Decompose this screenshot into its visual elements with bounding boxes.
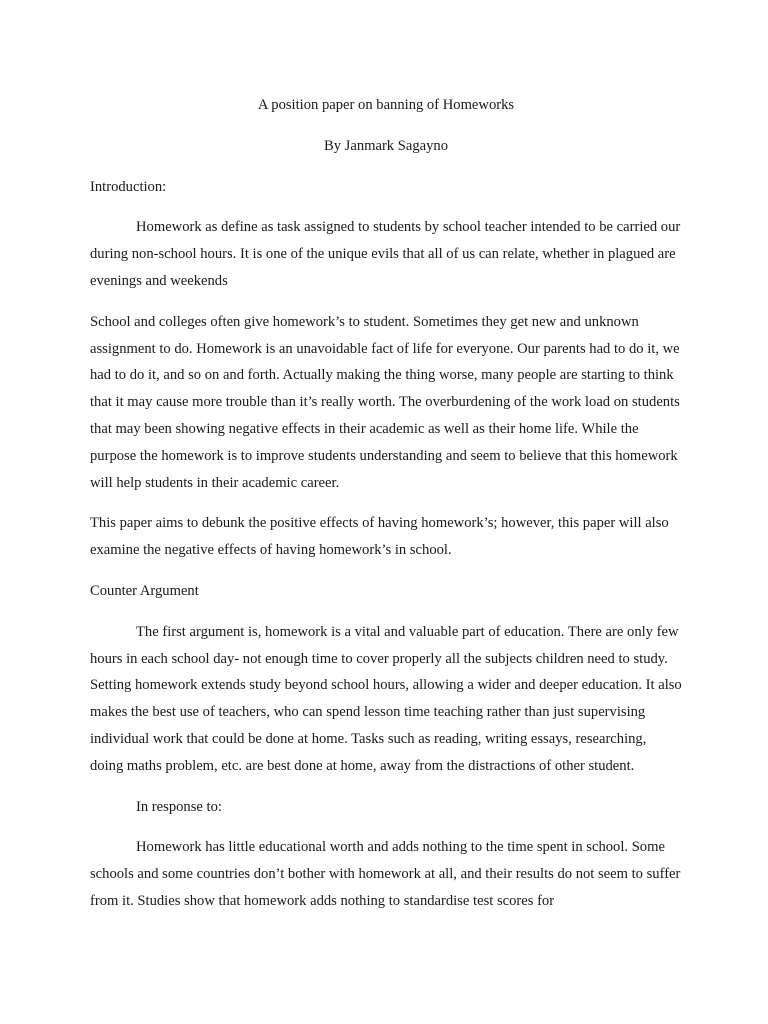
counter-argument-paragraph: The first argument is, homework is a vital and valuable part of education. There are only few hours in each school day- not enough time to cover properly all the subjects children need to study. Setting homework extends study beyond school hours, allowing a wider and deeper education. It also makes the best use of teachers, who can spend lesson time teaching rather than just supervising individual work that could be done at home. Tasks such as reading, writing essays, researching, doing maths problem, etc. are best done at home, away from the distractions of other student. <box>90 623 682 774</box>
intro-paragraph-1: Homework as define as task assigned to students by school teacher intended to be carried our during non-school hours. It is one of the unique evils that all of us can relate, whether in plagued are evenings and weekends <box>90 219 681 289</box>
intro-paragraph-3: This paper aims to debunk the positive effects of having homework’s; however, this paper will also examine the negative effects of having homework’s in school. <box>90 515 669 559</box>
document-author: By Janmark Sagayno <box>323 137 449 154</box>
response-paragraph: Homework has little educational worth and adds nothing to the time spent in school. Some schools and some countries don’t bother with homework at all, and their results do not seem to suffer from it. Studies show that homework adds nothing to standardise test scores for <box>90 839 681 909</box>
counter-argument-heading: Counter Argument <box>90 582 199 599</box>
introduction-heading: Introduction: <box>90 178 167 195</box>
response-lead: In response to: <box>136 798 222 815</box>
intro-paragraph-2: School and colleges often give homework’s to student. Sometimes they get new and unknown assignment to do. Homework is an unavoidable fact of life for everyone. Our parents had to do it, we had to do it, and so on and forth. Actually making the thing worse, many people are starting to think that it may cause more trouble than it’s really worth. The overburdening of the work load on students that may been showing negative effects in their academic as well as their home life. While the purpose the homework is to improve students understanding and seem to believe that this homework will help students in their academic career. <box>90 313 680 491</box>
document-title: A position paper on banning of Homeworks <box>257 97 515 113</box>
document-body <box>90 92 682 915</box>
